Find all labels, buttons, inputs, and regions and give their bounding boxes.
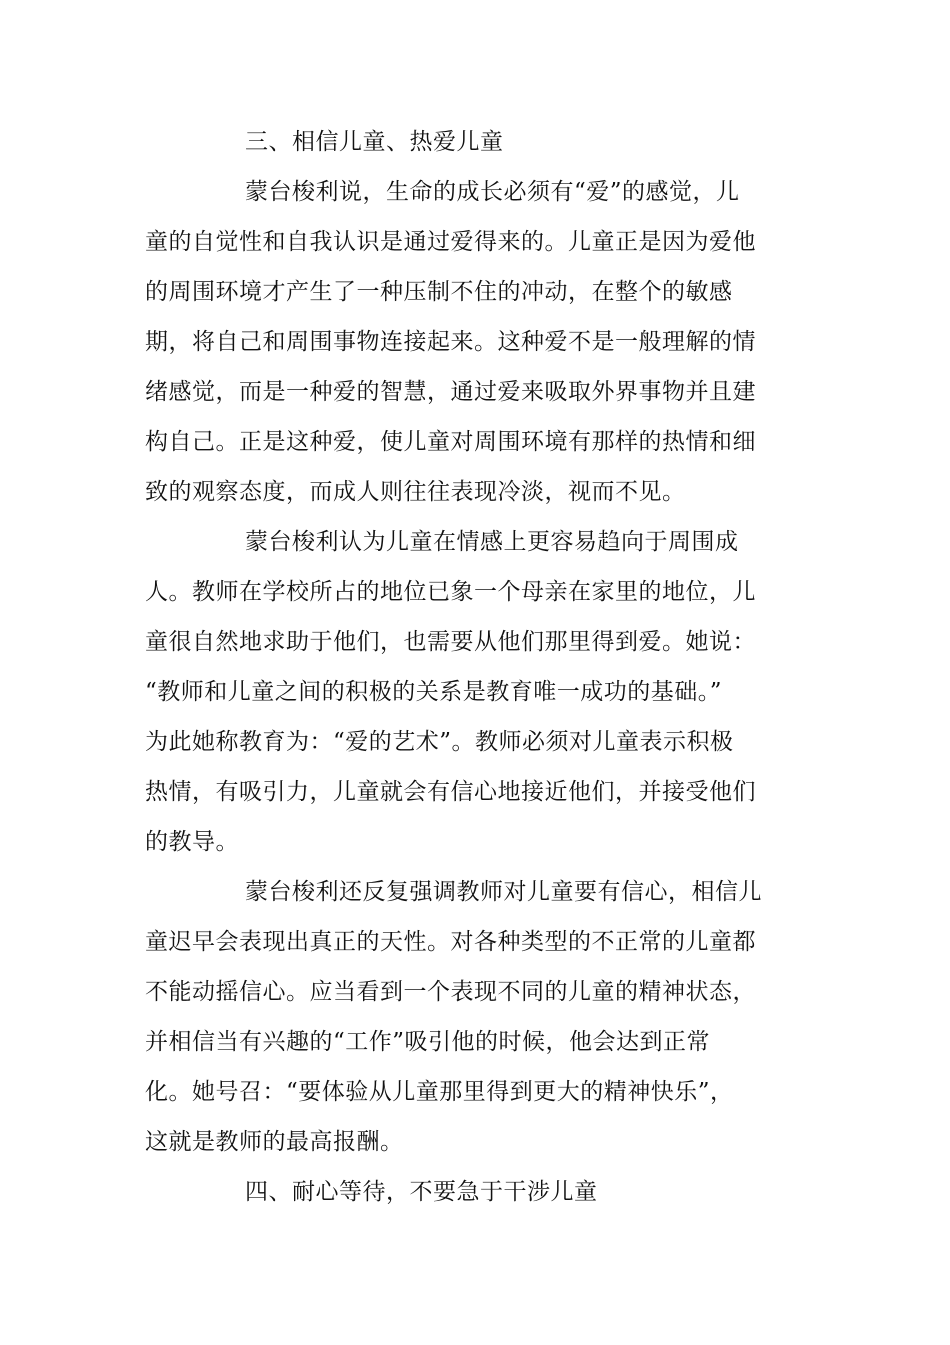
paragraph-1-line-2: 童的自觉性和自我认识是通过爱得来的。儿童正是因为爱他 [145, 229, 756, 255]
paragraph-3-line-1: 蒙台梭利还反复强调教师对儿童要有信心，相信儿 [245, 879, 762, 905]
paragraph-1-line-1: 蒙台梭利说，生命的成长必须有“爱”的感觉，儿 [245, 179, 740, 205]
paragraph-1-line-3: 的周围环境才产生了一种压制不住的冲动，在整个的敏感 [145, 279, 733, 305]
paragraph-3-line-4: 并相信当有兴趣的“工作”吸引他的时候，他会达到正常 [145, 1029, 711, 1055]
section-heading-4: 四、耐心等待，不要急于干涉儿童 [245, 1179, 598, 1205]
paragraph-2-line-5: 为此她称教育为：“爱的艺术”。教师必须对儿童表示积极 [145, 729, 734, 755]
paragraph-1-line-7: 致的观察态度，而成人则往往表现冷淡，视而不见。 [145, 479, 686, 505]
paragraph-3-line-5: 化。她号召：“要体验从儿童那里得到更大的精神快乐”， [145, 1079, 734, 1105]
paragraph-2-line-4: “教师和儿童之间的积极的关系是教育唯一成功的基础。” [145, 679, 723, 705]
paragraph-1-line-6: 构自己。正是这种爱，使儿童对周围环境有那样的热情和细 [145, 429, 756, 455]
paragraph-3-line-3: 不能动摇信心。应当看到一个表现不同的儿童的精神状态， [145, 979, 756, 1005]
paragraph-2-line-7: 的教导。 [145, 829, 239, 855]
paragraph-2-line-6: 热情，有吸引力，儿童就会有信心地接近他们，并接受他们 [145, 779, 756, 805]
section-heading-3: 三、相信儿童、热爱儿童 [245, 129, 504, 155]
paragraph-2-line-1: 蒙台梭利认为儿童在情感上更容易趋向于周围成 [245, 529, 739, 555]
paragraph-3-line-6: 这就是教师的最高报酬。 [145, 1129, 404, 1155]
paragraph-2-line-3: 童很自然地求助于他们，也需要从他们那里得到爱。她说： [145, 629, 756, 655]
paragraph-1-line-5: 绪感觉，而是一种爱的智慧，通过爱来吸取外界事物并且建 [145, 379, 756, 405]
paragraph-2-line-2: 人。教师在学校所占的地位已象一个母亲在家里的地位，儿 [145, 579, 756, 605]
paragraph-3-line-2: 童迟早会表现出真正的天性。对各种类型的不正常的儿童都 [145, 929, 756, 955]
paragraph-1-line-4: 期，将自己和周围事物连接起来。这种爱不是一般理解的情 [145, 329, 756, 355]
